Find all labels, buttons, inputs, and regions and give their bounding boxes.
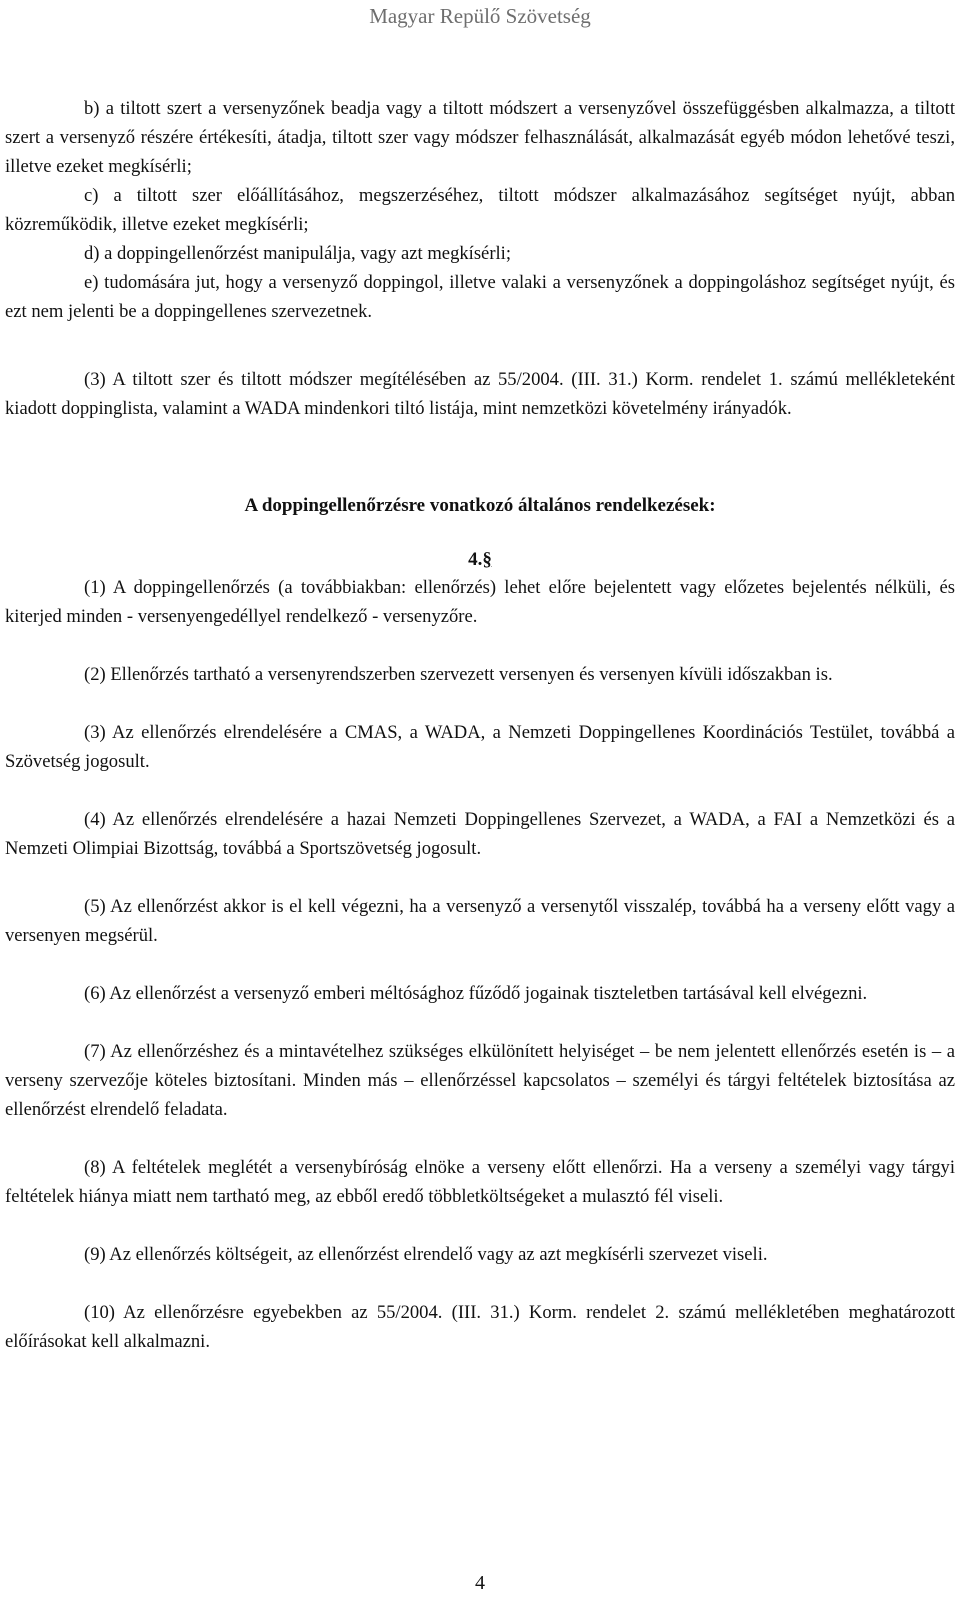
document-header: Magyar Repülő Szövetség [369,4,591,28]
page-number: 4 [475,1572,485,1594]
section-paragraphs [5,573,955,1385]
paragraph: (4) Az ellenőrzés elrendelésére a hazai Nemzeti Doppingellenes Szervezet, a WADA, a FAI a Nemzetközi és a Nemzeti Olimpiai Bizottság, továbbá a Sportszövetség jogosult. [5,809,955,859]
list-item: e) tudomására jut, hogy a versenyző doppingol, illetve valaki a versenyzőnek a doppingoláshoz segítséget nyújt, és ezt nem jelenti be a doppingellenes szervezetnek. [5,272,955,322]
section-symbol: § [482,549,492,570]
paragraph: (9) Az ellenőrzés költségeit, az ellenőrzést elrendelő vagy az azt megkísérli szervezet viseli. [84,1244,768,1265]
paragraph: (1) A doppingellenőrzés (a továbbiakban: ellenőrzés) lehet előre bejelentett vagy előzetes bejelentés nélküli, és kiterjed minden - versenyengedéllyel rendelkező - versenyzőre. [5,577,955,627]
list-item: c) a tiltott szer előállításához, megszerzéséhez, tiltott módszer alkalmazásához segítséget nyújt, abban közreműködik, illetve ezeket megkísérli; [5,185,955,235]
paragraph: (2) Ellenőrzés tartható a versenyrendszerben szervezett versenyen és versenyen kívüli időszakban is. [84,664,833,685]
paragraph: (3) Az ellenőrzés elrendelésére a CMAS, a WADA, a Nemzeti Doppingellenes Koordinációs Testület, továbbá a Szövetség jogosult. [5,722,955,772]
paragraph: (6) Az ellenőrzést a versenyző emberi méltósághoz fűződő jogainak tiszteletben tartásával kell elvégezni. [84,983,868,1004]
paragraph-block [5,365,955,423]
paragraph: (10) Az ellenőrzésre egyebekben az 55/2004. (III. 31.) Korm. rendelet 2. számú mellékletében meghatározott előírásokat kell alkalmazni. [5,1302,955,1352]
section-number-value: 4. [468,549,483,570]
list-items [5,94,955,326]
list-item: d) a doppingellenőrzést manipulálja, vagy azt megkísérli; [84,243,512,264]
paragraph: (7) Az ellenőrzéshez és a mintavételhez szükséges elkülönített helyiséget – be nem jelentett ellenőrzés esetén is – a verseny szervezője köteles biztosítani. Minden más – ellenőrzéssel kapcsolatos – személyi és tárgyi feltételek biztosítása az ellenőrzést elrendelő feladata. [5,1041,955,1120]
paragraph: (5) Az ellenőrzést akkor is el kell végezni, ha a versenyző a versenytől visszalép, továbbá ha a verseny előtt vagy a versenyen megsérül. [5,896,955,946]
list-item: b) a tiltott szert a versenyzőnek beadja vagy a tiltott módszert a versenyzővel összefüggésben alkalmazza, a tiltott szert a versenyző részére értékesíti, átadja, tiltott szer vagy módszer felhasználását, alkalmazását egyéb módon lehetővé teszi, illetve ezeket megkísérli; [5,98,955,177]
section-heading: A doppingellenőrzésre vonatkozó általános rendelkezések: [244,495,716,516]
section-number [0,549,960,571]
paragraph-3: (3) A tiltott szer és tiltott módszer megítélésében az 55/2004. (III. 31.) Korm. rendelet 1. számú mellékleteként kiadott doppinglista, valamint a WADA mindenkori tiltó listája, mint nemzetközi követelmény irányadók. [5,369,955,419]
paragraph: (8) A feltételek meglétét a versenybíróság elnöke a verseny előtt ellenőrzi. Ha a verseny a személyi vagy tárgyi feltételek hiánya miatt nem tartható meg, az ebből eredő többletköltségeket a mulasztó fél viseli. [5,1157,955,1207]
